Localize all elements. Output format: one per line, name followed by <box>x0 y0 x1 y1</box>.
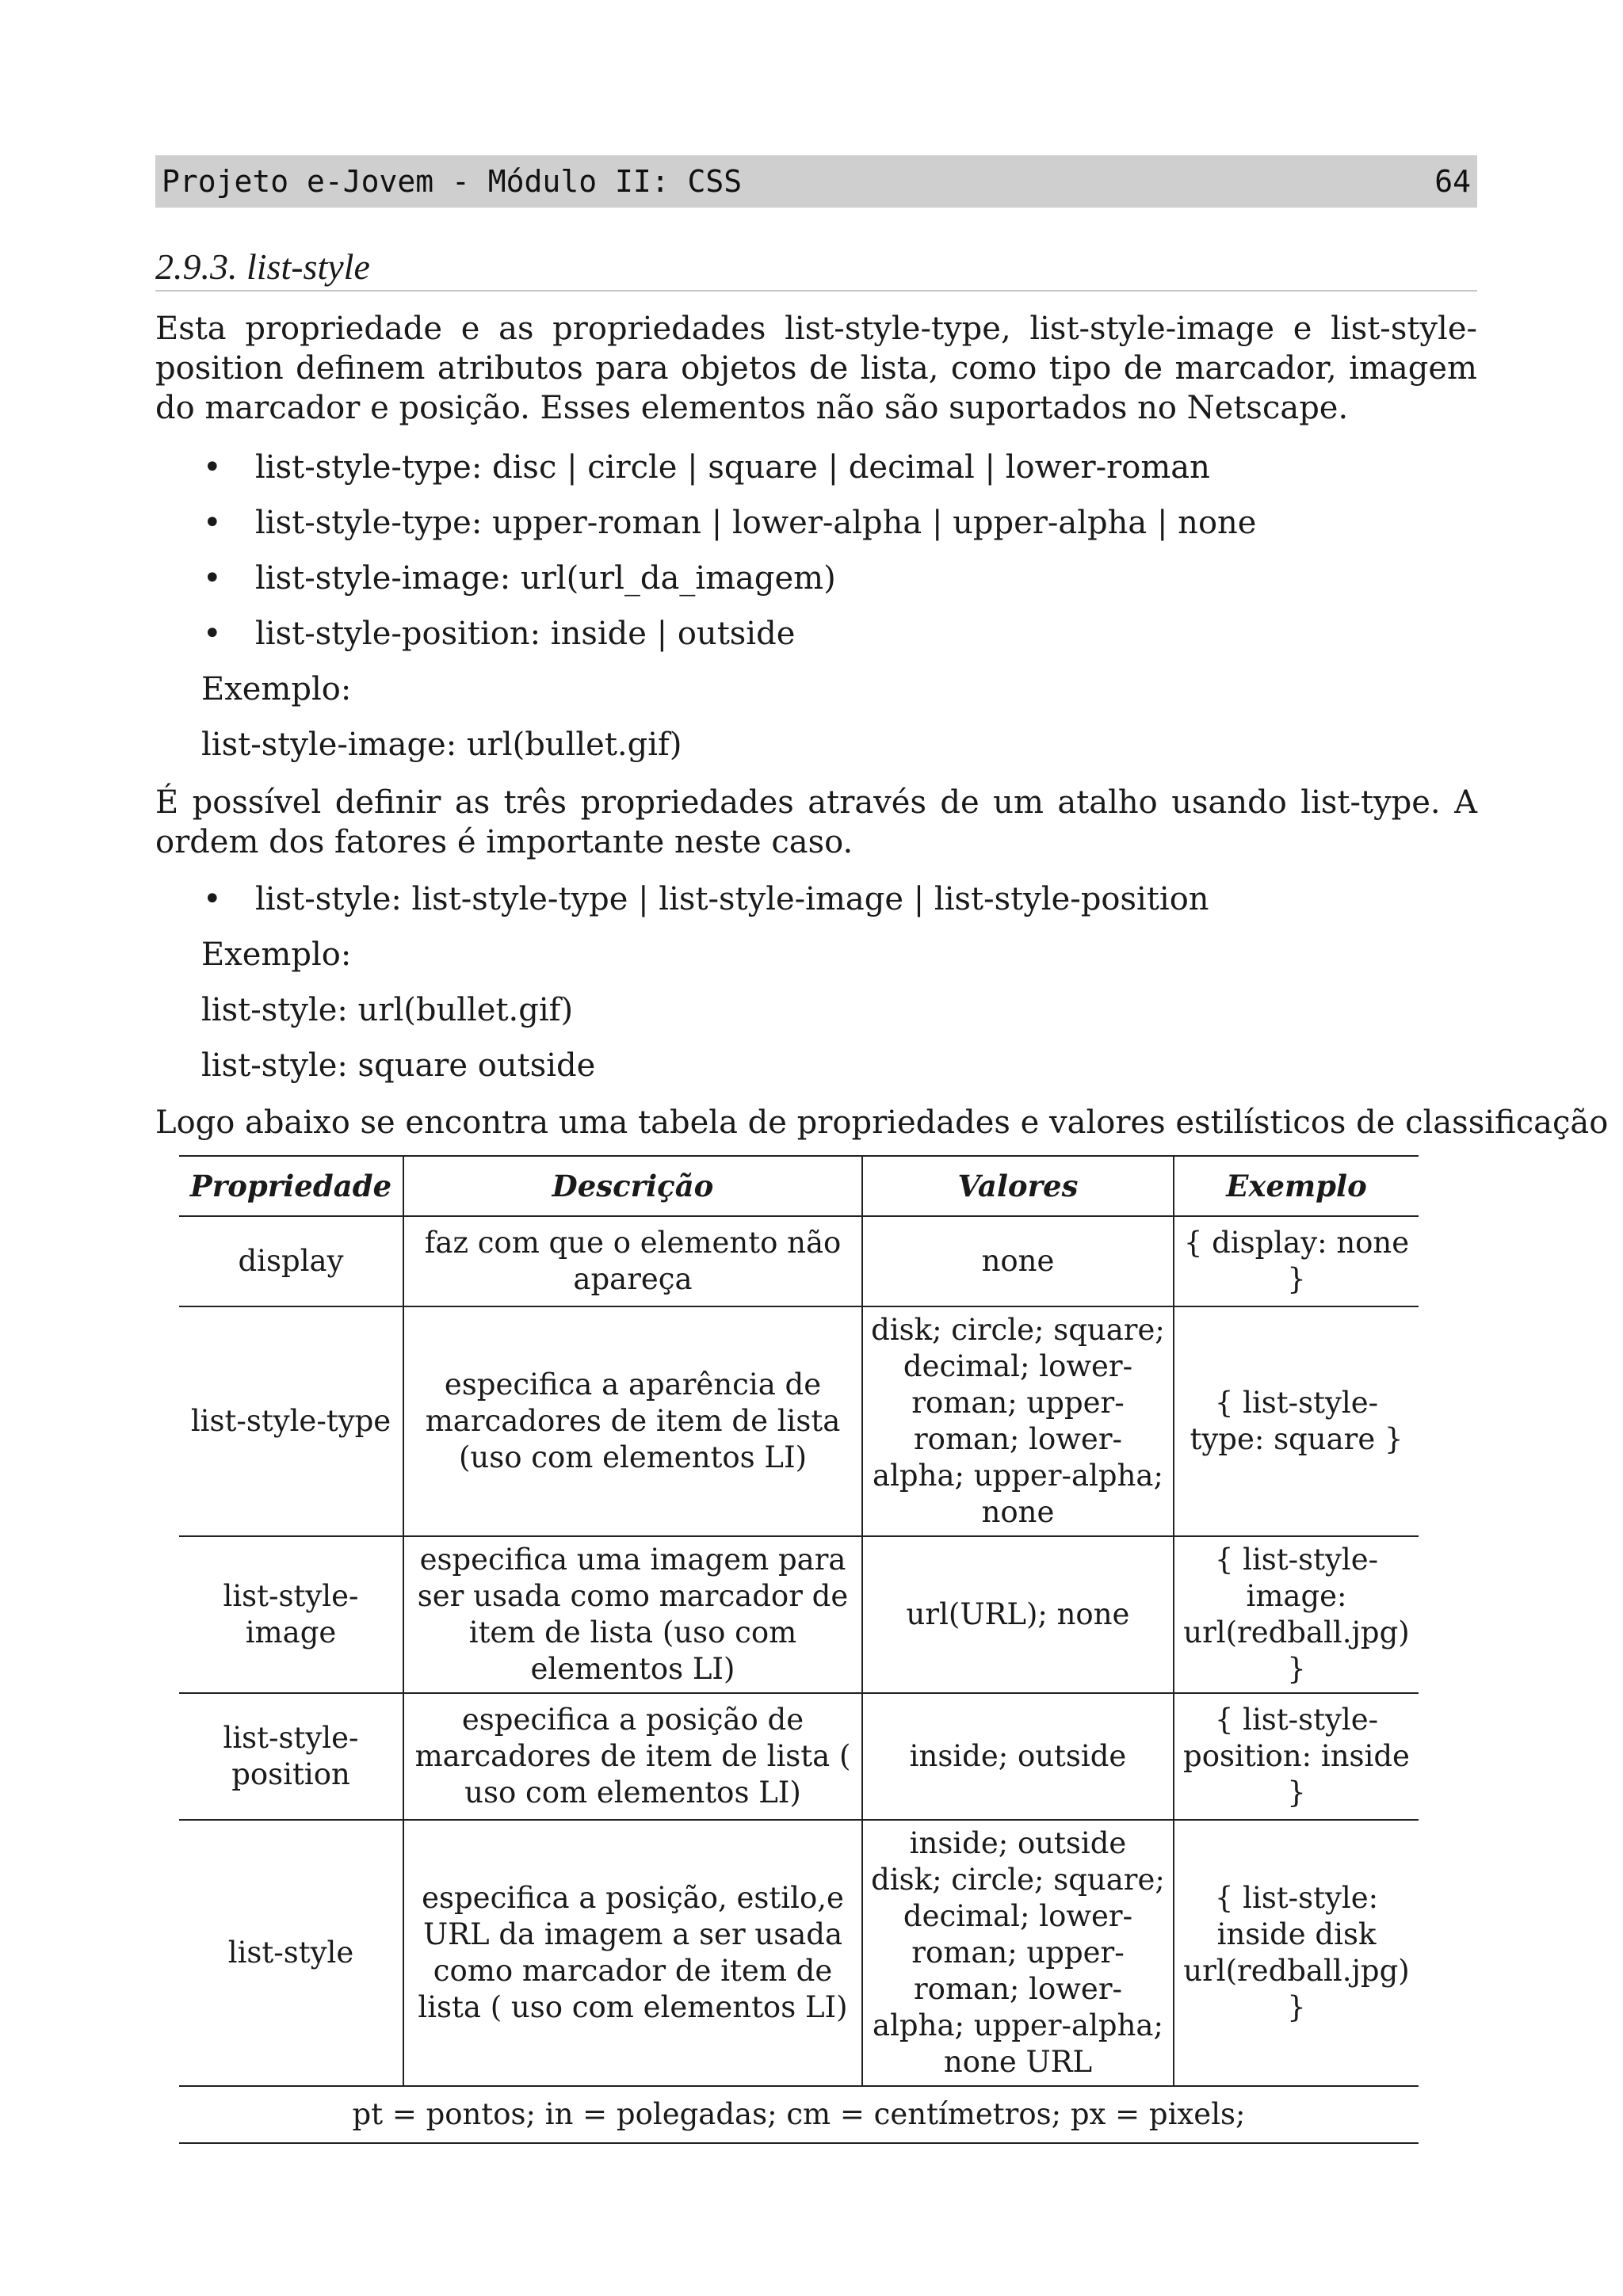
table-cell: { list-style-image: url(redball.jpg) } <box>1174 1536 1419 1693</box>
properties-table <box>179 1155 1419 2144</box>
table-header-row <box>179 1156 1419 1216</box>
bullet-icon: • <box>203 881 222 917</box>
bullet-icon: • <box>203 616 222 652</box>
table-cell: inside; outside disk; circle; square; decimal; lower-roman; upper-roman; lower-alpha; upper-alpha; none URL <box>862 1820 1174 2086</box>
column-header: Exemplo <box>1174 1156 1419 1216</box>
table-cell: url(URL); none <box>862 1536 1174 1693</box>
table-intro: Logo abaixo se encontra uma tabela de propriedades e valores estilísticos de classificação <box>155 1104 1609 1141</box>
table-cell: especifica a posição de marcadores de item de lista ( uso com elementos LI) <box>403 1693 862 1820</box>
table-row <box>179 1536 1419 1693</box>
table-cell: display <box>179 1216 403 1306</box>
table-cell: list-style-position <box>179 1693 403 1820</box>
table-cell: { display: none } <box>1174 1216 1419 1306</box>
bullet-icon: • <box>203 560 222 597</box>
example-label: Exemplo: <box>201 936 352 973</box>
table-cell: list-style <box>179 1820 403 2086</box>
example-code: list-style-image: url(bullet.gif) <box>201 727 682 763</box>
table-cell: especifica uma imagem para ser usada como marcador de item de lista (uso com elementos LI) <box>403 1536 862 1693</box>
table-cell: inside; outside <box>862 1693 1174 1820</box>
table-row <box>179 1820 1419 2086</box>
table-cell: especifica a posição, estilo,e URL da imagem a ser usada como marcador de item de lista ( uso com elementos LI) <box>403 1820 862 2086</box>
header-title: Projeto e-Jovem - Módulo II: CSS <box>162 164 743 199</box>
table-footer-row <box>179 2086 1419 2143</box>
table-cell: { list-style: inside disk url(redball.jpg) } <box>1174 1820 1419 2086</box>
table-row <box>179 1693 1419 1820</box>
bullet-icon: • <box>203 505 222 541</box>
list-item: list-style: list-style-type | list-style-image | list-style-position <box>255 881 1209 917</box>
table-cell: none <box>862 1216 1174 1306</box>
table-cell: list-style-type <box>179 1306 403 1536</box>
example-code: list-style: square outside <box>201 1047 596 1084</box>
table-cell: especifica a aparência de marcadores de item de lista (uso com elementos LI) <box>403 1306 862 1536</box>
list-item: list-style-image: url(url_da_imagem) <box>255 560 836 597</box>
page-number: 64 <box>1434 164 1471 199</box>
list-item: list-style-type: upper-roman | lower-alpha | upper-alpha | none <box>255 505 1257 541</box>
table-cell: list-style-image <box>179 1536 403 1693</box>
table-row <box>179 1216 1419 1306</box>
column-header: Descrição <box>403 1156 862 1216</box>
table-footer-note: pt = pontos; in = polegadas; cm = centímetros; px = pixels; <box>179 2086 1419 2143</box>
table-cell: disk; circle; square; decimal; lower-roman; upper-roman; lower-alpha; upper-alpha; none <box>862 1306 1174 1536</box>
table-cell: faz com que o elemento não apareça <box>403 1216 862 1306</box>
section-title: 2.9.3. list-style <box>155 247 1477 292</box>
list-item: list-style-type: disc | circle | square | decimal | lower-roman <box>255 449 1210 486</box>
example-code: list-style: url(bullet.gif) <box>201 992 574 1028</box>
example-label: Exemplo: <box>201 671 352 707</box>
shortcut-paragraph: É possível definir as três propriedades através de um atalho usando list-type. A ordem dos fatores é importante neste caso. <box>155 784 1477 860</box>
table-row <box>179 1306 1419 1536</box>
intro-paragraph: Esta propriedade e as propriedades list-style-type, list-style-image e list-style-position definem atributos para objetos de lista, como tipo de marcador, imagem do marcador e posição. Esses elementos não são suportados no Netscape. <box>155 311 1477 426</box>
table-cell: { list-style-position: inside } <box>1174 1693 1419 1820</box>
column-header: Valores <box>862 1156 1174 1216</box>
column-header: Propriedade <box>179 1156 403 1216</box>
page-header <box>155 155 1477 208</box>
bullet-icon: • <box>203 449 222 486</box>
table-cell: { list-style-type: square } <box>1174 1306 1419 1536</box>
list-item: list-style-position: inside | outside <box>255 616 796 652</box>
